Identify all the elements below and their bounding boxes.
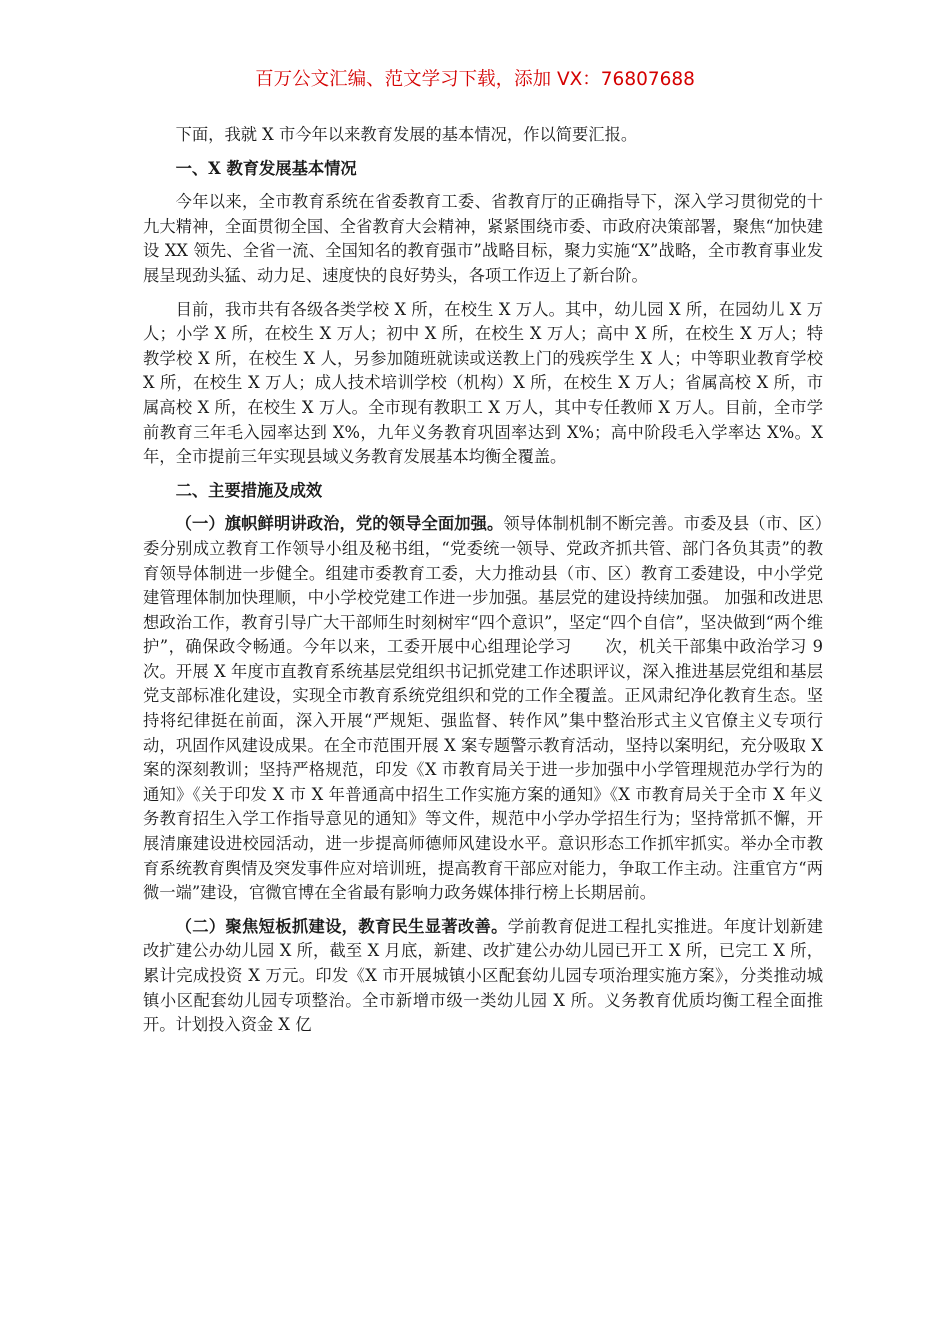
document-body: [143, 123, 823, 1038]
section2-sub2-text: 学前教育促进工程扎实推进。年度计划新建改扩建公办幼儿园 X 所，截至 X 月底，新建、改扩建公办幼儿园已开工 X 所，已完工 X 所，累计完成投资 X 万元。印发《X 市开展城镇小区配套幼儿园专项治理实施方案》，分类推动城镇小区配套幼儿园专项整治。全市新增市级一类幼儿园 X 所。义务教育优质均衡工程全面推开。计划投入资金 X 亿: [143, 916, 823, 1035]
section2-sub1-lead: （一）旗帜鲜明讲政治，党的领导全面加强。: [175, 514, 504, 534]
section1-paragraph-2: 目前，我市共有各级各类学校 X 所，在校生 X 万人。其中，幼儿园 X 所，在园幼儿 X 万人；小学 X 所，在校生 X 万人；初中 X 所，在校生 X 万人；高中 X 所，在校生 X 万人；特教学校 X 所，在校生 X 人，另参加随班就读或送教上门的残疾学生 X 人；中等职业教育学校 X 所，在校生 X 万人；成人技术培训学校（机构）X 所，在校生 X 万人；省属高校 X 所，市属高校 X 所，在校生 X 万人。全市现有教职工 X 万人，其中专任教师 X 万人。目前，全市学前教育三年毛入园率达到 X%，九年义务教育巩固率达到 X%；高中阶段毛入学率达 X%。X 年，全市提前三年实现县域义务教育发展基本均衡全覆盖。: [143, 299, 823, 467]
section2-sub1-text: 领导体制机制不断完善。市委及县（市、区）委分别成立教育工作领导小组及秘书组，“党委统一领导、党政齐抓共管、部门各负其责”的教育领导体制进一步健全。组建市委教育工委，大力推动县（市、区）教育工委建设，中小学党建管理体制加快理顺，中小学校党建工作进一步加强。基层党的建设持续加强。 加强和改进思想政治工作，教育引导广大干部师生时刻树牢“四个意识”，坚定“四个自信”，坚决做到“两个维护”，确保政令畅通。今年以来，工委开展中心组理论学习 次，机关干部集中政治学习 9 次。开展 X 年度市直教育系统基层党组织书记抓党建工作述职评议，深入推进基层党组和基层党支部标准化建设，实现全市教育系统党组织和党的工作全覆盖。正风肃纪净化教育生态。坚持将纪律挺在前面，深入开展“严规矩、强监督、转作风”集中整治形式主义官僚主义专项行动，巩固作风建设成果。在全市范围开展 X 案专题警示教育活动，坚持以案明纪，充分吸取 X 案的深刻教训；坚持严格规范，印发《X 市教育局关于进一步加强中小学管理规范办学行为的通知》《关于印发 X 市 X 年普通高中招生工作实施方案的通知》《X 市教育局关于全市 X 年义务教育招生入学工作指导意见的通知》等文件，规范中小学办学招生行为；坚持常抓不懈，开展清廉建设进校园活动，进一步提高师德师风建设水平。意识形态工作抓牢抓实。举办全市教育系统教育舆情及突发事件应对培训班，提高教育干部应对能力，争取工作主动。注重官方“两微一端”建设，官微官博在全省最有影响力政务媒体排行榜上长期居前。: [143, 514, 823, 903]
section2-heading: 二、主要措施及成效: [175, 480, 323, 500]
section2-sub1-paragraph: [143, 512, 823, 906]
section2-sub2-lead: （二）聚焦短板抓建设，教育民生显著改善。: [175, 916, 508, 936]
section1-heading: 一、X 教育发展基本情况: [175, 158, 357, 178]
intro-paragraph: 下面，我就 X 市今年以来教育发展的基本情况，作以简要汇报。: [175, 125, 638, 144]
section1-paragraph-1: 今年以来，全市教育系统在省委教育工委、省教育厅的正确指导下，深入学习贯彻党的十九大精神，全面贯彻全国、全省教育大会精神，紧紧围绕市委、市政府决策部署，聚焦“加快建设 XX 领先、全省一流、全国知名的教育强市”战略目标，聚力实施“X”战略，全市教育事业发展呈现劲头猛、动力足、速度快的良好势头，各项工作迈上了新台阶。: [143, 192, 823, 285]
section2-sub2-paragraph: [143, 915, 823, 1038]
header-banner: 百万公文汇编、范文学习下载，添加 VX：76807688: [255, 69, 695, 90]
